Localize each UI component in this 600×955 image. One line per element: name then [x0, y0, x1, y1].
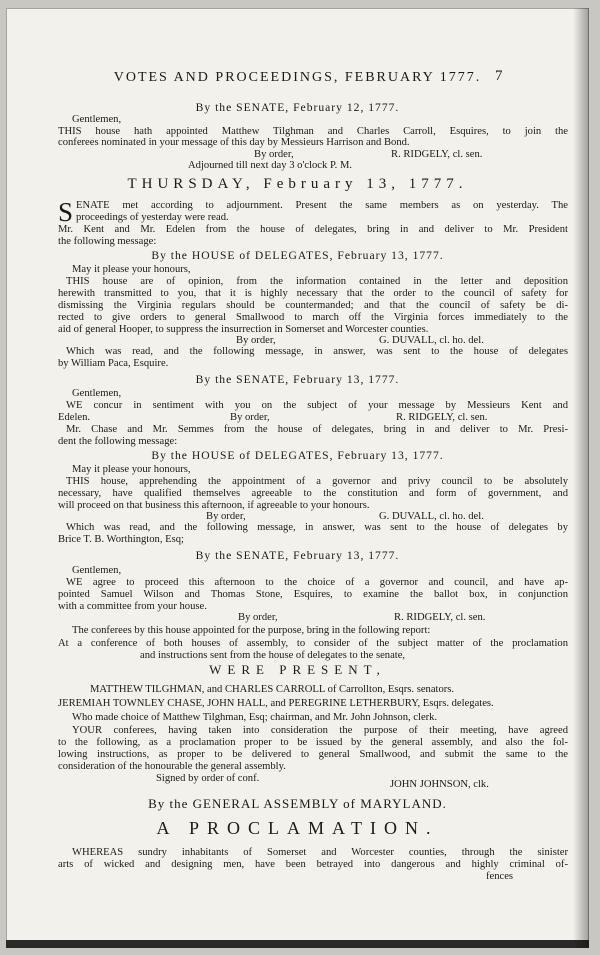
text-line: The conferees by this house appointed for the purpose, bring in the following report:: [72, 625, 431, 636]
text-line: WHEREAS sundry inhabitants of Somerset and Worcester counties, through the sinister: [72, 847, 568, 858]
heading-senate: By the SENATE, February 12, 1777.: [195, 101, 400, 114]
text-line: Who made choice of Matthew Tilghman, Esq; chairman, and Mr. John Johnson, clerk.: [72, 712, 438, 723]
text-line: THIS house are of opinion, from the information contained in the letter and deposition: [66, 276, 568, 287]
heading-senate: By the SENATE, February 13, 1777.: [195, 373, 400, 386]
text-line: dismissing the Virginia regulars should be countermanded; and that the council of safety be di-: [58, 300, 568, 311]
text-line: WE concur in sentiment with you on the subject of your message by Messieurs Kent and: [66, 400, 568, 411]
by-order: By order,: [236, 335, 276, 346]
salutation: Gentlemen,: [72, 388, 122, 399]
text-line: fences: [486, 871, 514, 882]
text-line: Mr. Kent and Mr. Edelen from the house of delegates, bring in and deliver to Mr. President: [58, 224, 568, 235]
text-line: by William Paca, Esquire.: [58, 358, 169, 369]
text-line: ENATE met according to adjournment. Present the same members as on yesterday. The: [76, 200, 568, 211]
text-line: Mr. Chase and Mr. Semmes from the house of delegates, bring in and deliver to Mr. Presi-: [66, 424, 568, 435]
text-line: At a conference of both houses of assembly, to consider of the subject matter of the proclamation: [58, 638, 568, 649]
text-line: Adjourned till next day 3 o'clock P. M.: [188, 160, 353, 171]
text-line: proceedings of yesterday were read.: [76, 212, 229, 223]
signature: R. RIDGELY, cl. sen.: [391, 149, 483, 160]
text-line: MATTHEW TILGHMAN, and CHARLES CARROLL of Carrollton, Esqrs. senators.: [90, 684, 455, 695]
heading-house: By the HOUSE of DELEGATES, February 13, 1777.: [151, 249, 444, 262]
page-number: 7: [495, 68, 503, 84]
salutation: May it please your honours,: [72, 264, 191, 275]
text-line: conferees nominated in your message of this day by Messieurs Harrison and Bond.: [58, 137, 410, 148]
salutation: May it please your honours,: [72, 464, 191, 475]
heading-house: By the HOUSE of DELEGATES, February 13, 1777.: [151, 449, 444, 462]
heading-were-present: WERE PRESENT,: [209, 662, 386, 677]
by-order: By order,: [238, 612, 278, 623]
text-line: JEREMIAH TOWNLEY CHASE, JOHN HALL, and PEREGRINE LETHERBURY, Esqrs. delegates.: [58, 698, 494, 709]
signature: G. DUVALL, cl. ho. del.: [379, 511, 484, 522]
text-line: herewith transmitted to you, that it is highly necessary that the order to the council of safety for: [58, 288, 568, 299]
text-line: the following message:: [58, 236, 157, 247]
text-line: with a committee from your house.: [58, 601, 207, 612]
text-line: Signed by order of conf.: [156, 773, 260, 784]
text-line: WE agree to proceed this afternoon to the choice of a governor and council, and have ap-: [66, 577, 568, 588]
text-line: will proceed on that business this afternoon, if agreeable to your honours.: [58, 500, 370, 511]
text-line: THIS house hath appointed Matthew Tilghman and Charles Carroll, Esquires, to join the: [58, 126, 568, 137]
signature: G. DUVALL, cl. ho. del.: [379, 335, 484, 346]
text-line: Brice T. B. Worthington, Esq;: [58, 534, 184, 545]
by-order: By order,: [230, 412, 270, 423]
drop-cap: S: [58, 197, 74, 227]
salutation: Gentlemen,: [72, 565, 122, 576]
text-line: and instructions sent from the house of delegates to the senate,: [140, 650, 406, 661]
text-line: pointed Samuel Wilson and Thomas Stone, Esquires, to examine the ballot box, in conjunction: [58, 589, 568, 600]
by-order: By order,: [206, 511, 246, 522]
signature: JOHN JOHNSON, clk.: [390, 779, 489, 790]
heading-proclamation: A PROCLAMATION.: [156, 818, 439, 838]
by-order: By order,: [254, 149, 294, 160]
heading-senate: By the SENATE, February 13, 1777.: [195, 549, 400, 562]
text-line: YOUR conferees, having taken into consideration the purpose of their meeting, have agreed: [72, 725, 568, 736]
text-line: lowing instructions, as proper to be delivered to general Smallwood, and submit the same to the: [58, 749, 568, 760]
text-line: aid of general Hooper, to suppress the insurrection in Somerset and Worcester counties.: [58, 324, 429, 335]
heading-general-assembly: By the GENERAL ASSEMBLY of MARYLAND.: [148, 796, 447, 811]
text-line: necessary, have qualified themselves agreeable to the constitution and form of government, and: [58, 488, 568, 499]
salutation: Gentlemen,: [72, 114, 122, 125]
text-line: Which was read, and the following message, in answer, was sent to the house of delegates: [66, 346, 568, 357]
running-header: VOTES AND PROCEEDINGS, FEBRUARY 1777.: [113, 70, 482, 85]
signature: R. RIDGELY, cl. sen.: [394, 612, 486, 623]
day-heading: THURSDAY, February 13, 1777.: [127, 176, 468, 192]
document-page: [6, 8, 589, 948]
text-line: dent the following message:: [58, 436, 178, 447]
scan-edge: [6, 940, 589, 948]
text-line: Edelen.: [58, 412, 91, 423]
signature: R. RIDGELY, cl. sen.: [396, 412, 488, 423]
text-line: to the following, as a proclamation proper to be issued by the general assembly, and also the fol-: [58, 737, 568, 748]
text-line: THIS house, apprehending the appointment of a governor and privy council to be absolutely: [66, 476, 568, 487]
text-line: arts of wicked and designing men, have been betrayed into dangerous and highly criminal of-: [58, 859, 568, 870]
text-line: Which was read, and the following message, in answer, was sent to the house of delegates by: [66, 522, 568, 533]
text-line: consideration of the honourable the general assembly.: [58, 761, 286, 772]
text-line: rected to give orders to general Smallwood to march off the Virginia forces immediately to the: [58, 312, 568, 323]
